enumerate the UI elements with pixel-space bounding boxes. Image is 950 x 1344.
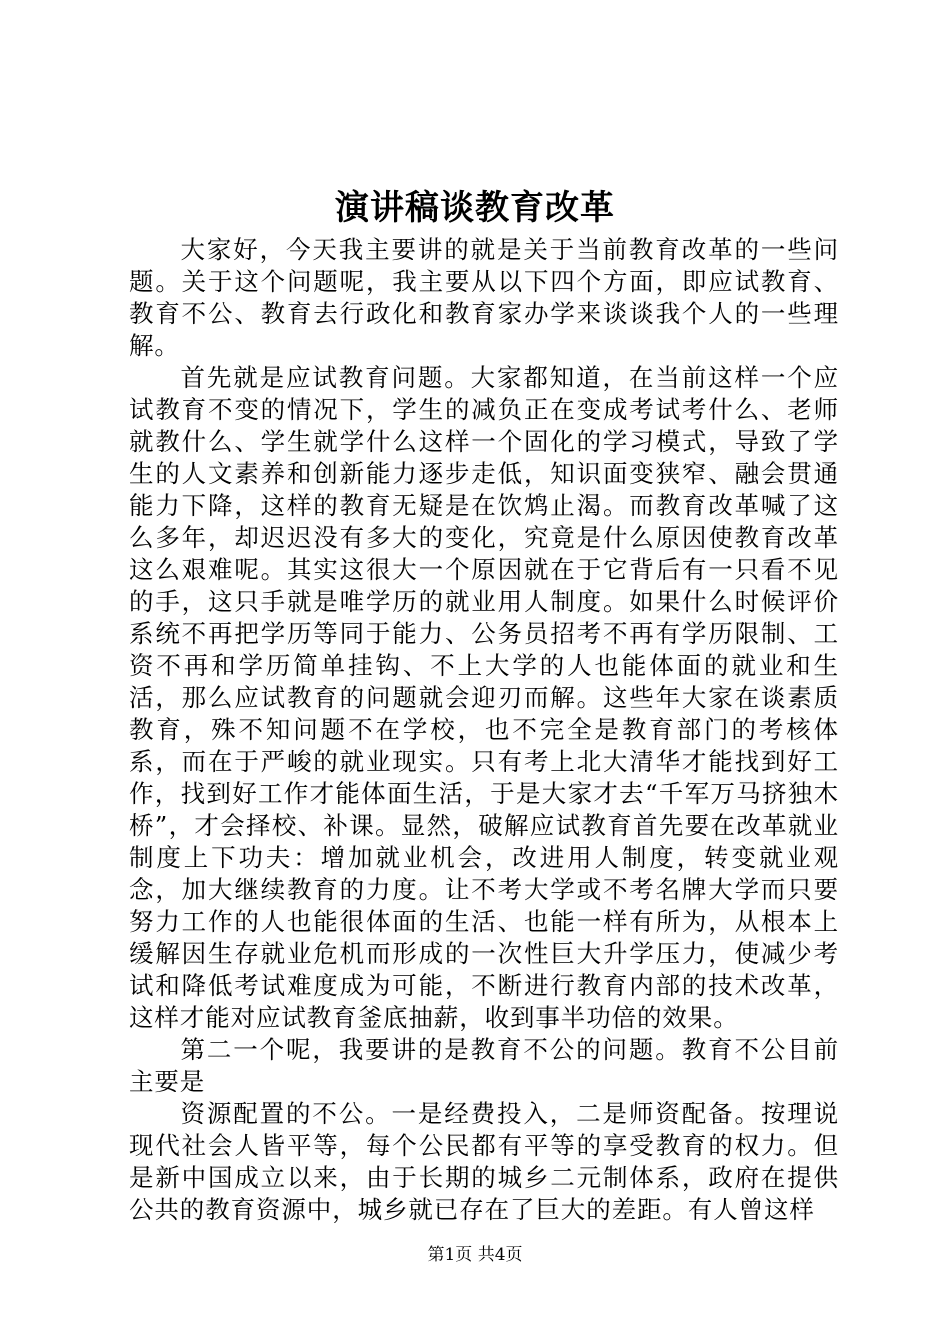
document-body [129,234,839,1226]
paragraph-1: 大家好，今天我主要讲的就是关于当前教育改革的一些问题。关于这个问题呢，我主要从以下四个方面，即应试教育、教育不公、教育去行政化和教育家办学来谈谈我个人的一些理解。 [129,235,839,360]
paragraph-3: 第二一个呢，我要讲的是教育不公的问题。教育不公目前主要是 [129,1035,839,1096]
page-footer: 第1页 共4页 [427,1245,523,1265]
document-title: 演讲稿谈教育改革 [335,188,615,228]
paragraph-4: 资源配置的不公。一是经费投入，二是师资配备。按理说现代社会人皆平等，每个公民都有平等的享受教育的权力。但是新中国成立以来，由于长期的城乡二元制体系，政府在提供公共的教育资源中，城乡就已存在了巨大的差距。有人曾这样 [129,1099,839,1224]
paragraph-2: 首先就是应试教育问题。大家都知道，在当前这样一个应试教育不变的情况下，学生的减负正在变成考试考什么、老师就教什么、学生就学什么这样一个固化的学习模式，导致了学生的人文素养和创新能力逐步走低，知识面变狭窄、融会贯通能力下降，这样的教育无疑是在饮鸩止渴。而教育改革喊了这么多年，却迟迟没有多大的变化，究竟是什么原因使教育改革这么艰难呢。其实这很大一个原因就在于它背后有一只看不见的手，这只手就是唯学历的就业用人制度。如果什么时候评价系统不再把学历等同于能力、公务员招考不再有学历限制、工资不再和学历简单挂钩、不上大学的人也能体面的就业和生活，那么应试教育的问题就会迎刃而解。这些年大家在谈素质教育，殊不知问题不在学校，也不完全是教育部门的考核体系，而在于严峻的就业现实。只有考上北大清华才能找到好工作，找到好工作才能体面生活，于是大家才去“千军万马挤独木桥”，才会择校、补课。显然，破解应试教育首先要在改革就业制度上下功夫：增加就业机会，改进用人制度，转变就业观念，加大继续教育的力度。让不考大学或不考名牌大学而只要努力工作的人也能很体面的生活、也能一样有所为，从根本上缓解因生存就业危机而形成的一次性巨大升学压力，使减少考试和降低考试难度成为可能，不断进行教育内部的技术改革，这样才能对应试教育釜底抽薪，收到事半功倍的效果。 [129,363,839,1032]
